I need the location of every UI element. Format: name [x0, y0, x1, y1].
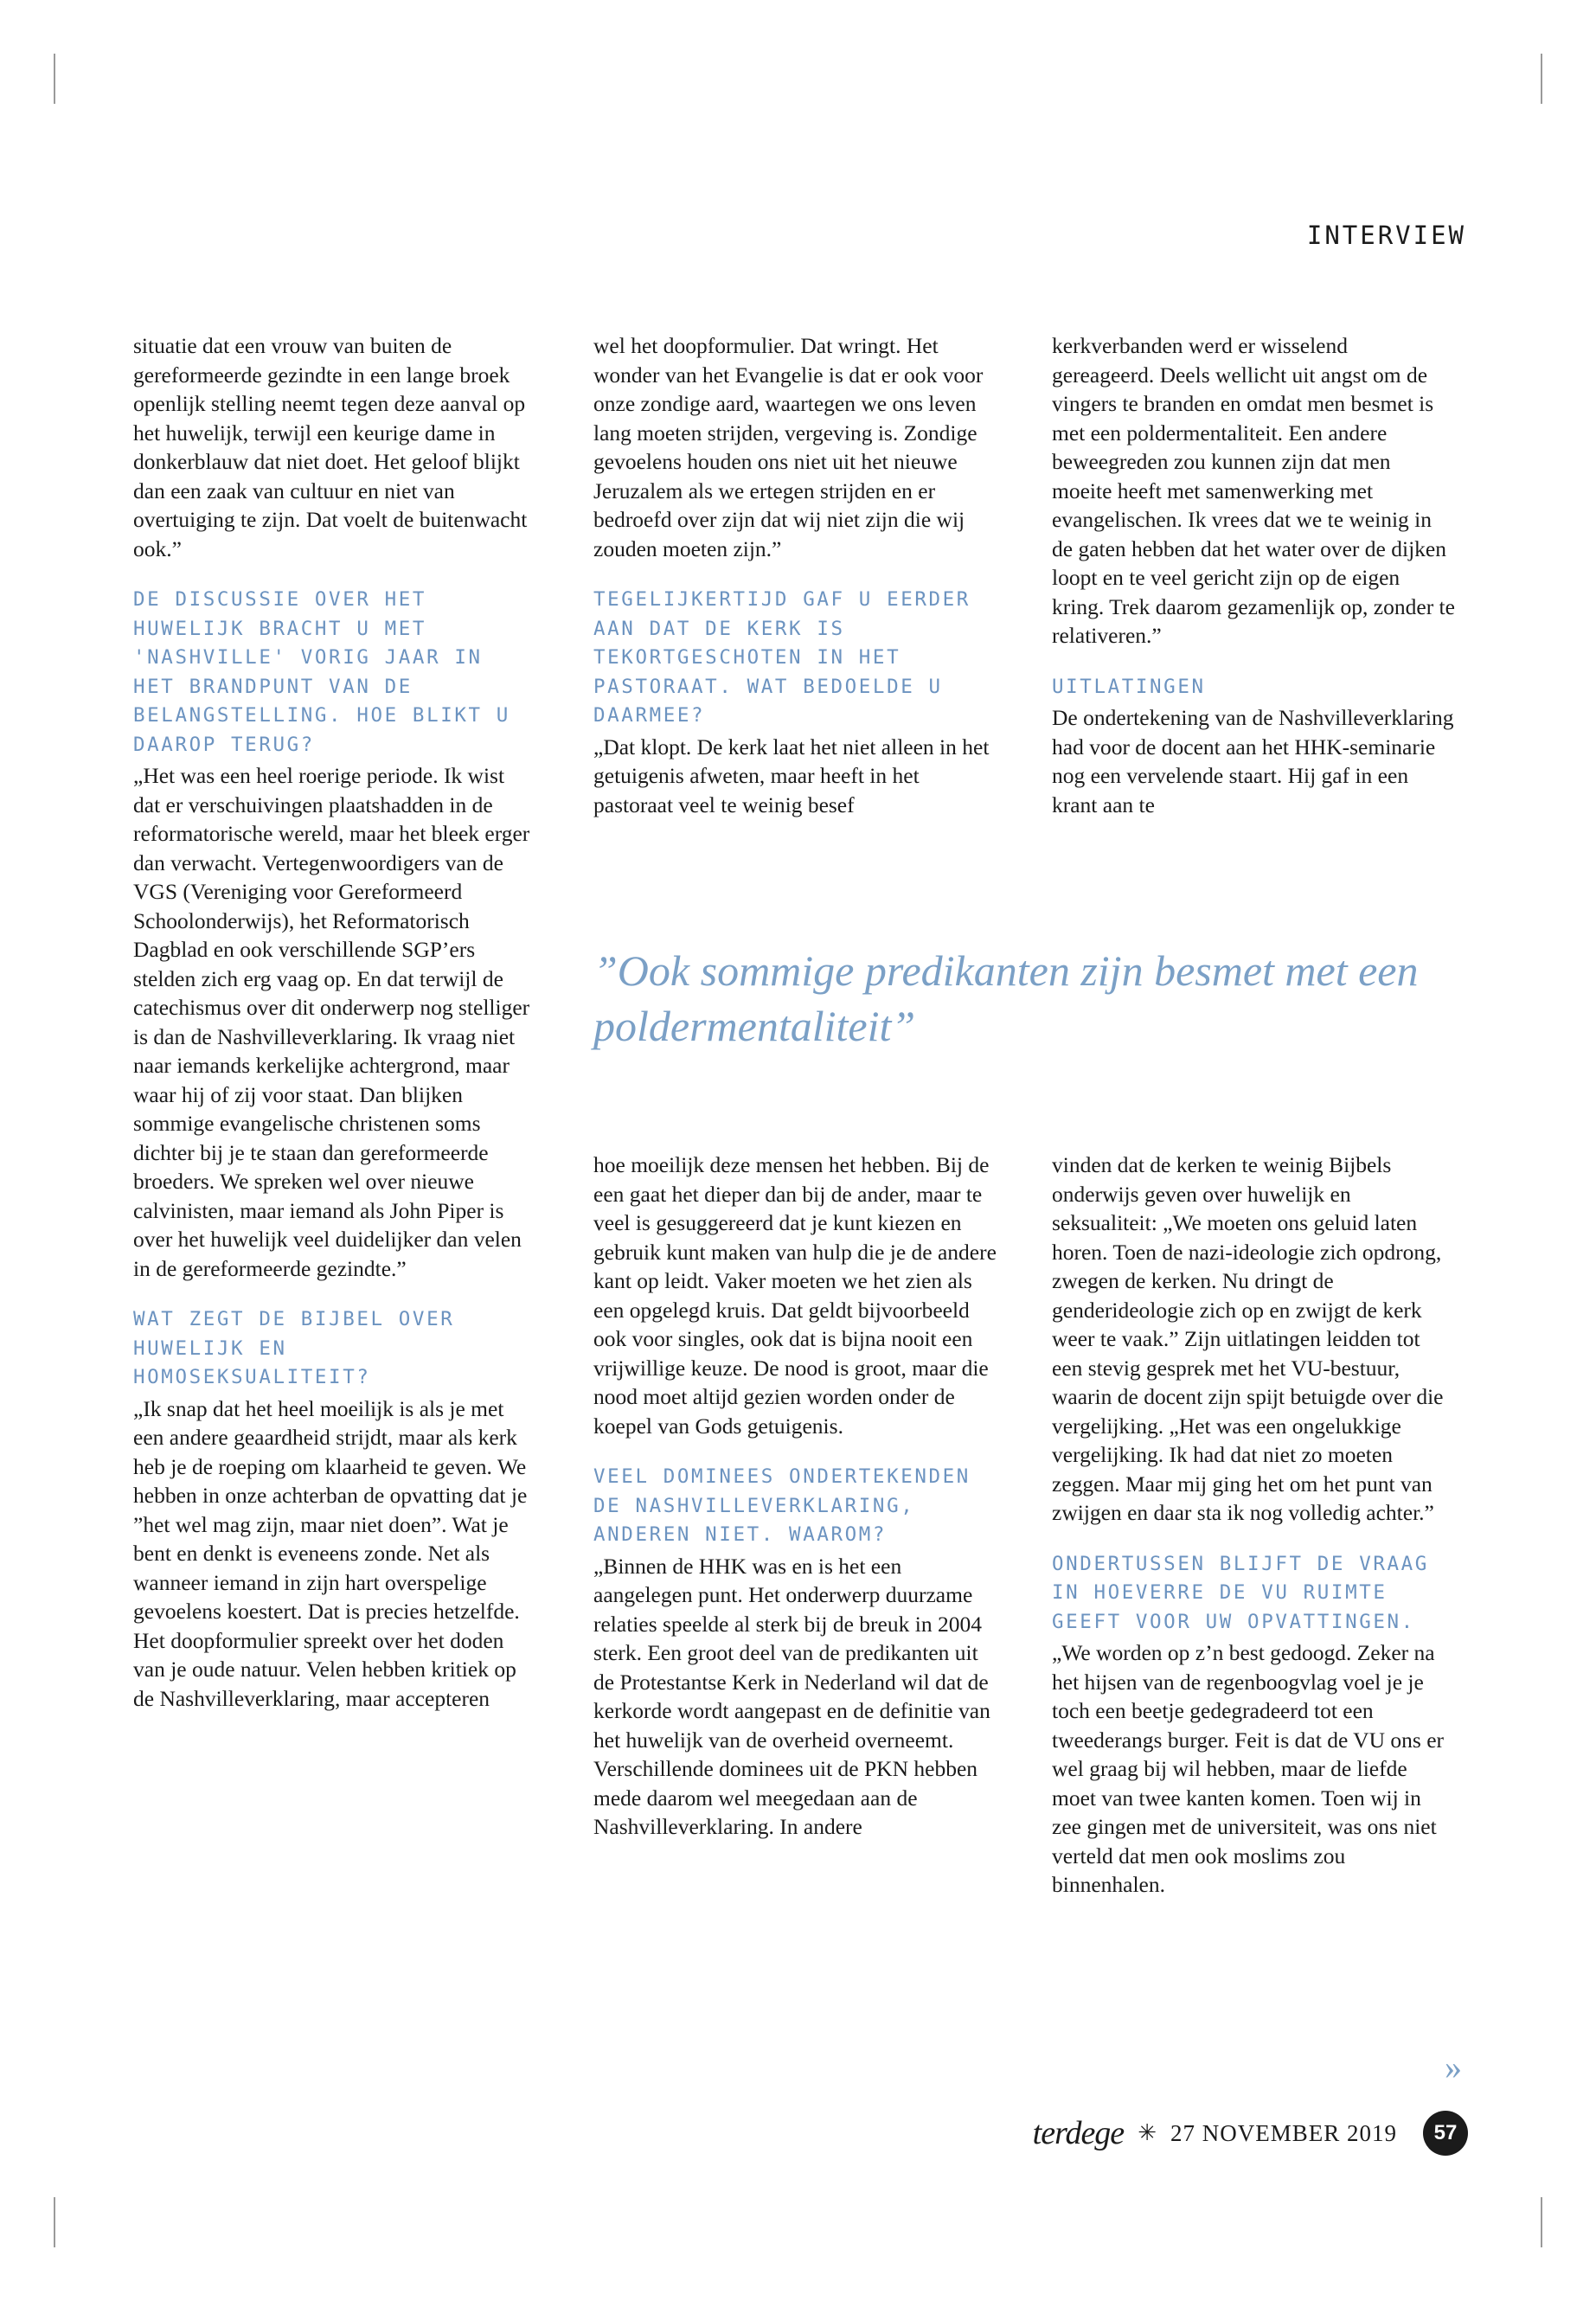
page-number: 57 [1423, 2111, 1468, 2156]
question-heading: TEGELIJKERTIJD GAF U EERDER AAN DAT DE KERK IS TEKORTGESCHOTEN IN HET PASTORAAT. WAT BEDOELDE U DAARMEE? [593, 588, 971, 727]
crop-mark-bottom-left [54, 2197, 55, 2247]
paragraph: De ondertekening van de Nashvilleverklaring had voor de docent aan het HHK-seminarie nog een vervelende staart. Hij gaf in een krant aan te [1052, 705, 1454, 817]
paragraph: „Dat klopt. De kerk laat het niet alleen in het getuigenis afweten, maar heeft in het pastoraat veel te weinig besef [593, 734, 990, 817]
question-heading: ONDERTUSSEN BLIJFT DE VRAAG IN HOEVERRE DE VU RUIMTE GEEFT VOOR UW OPVATTINGEN. [1052, 1552, 1429, 1633]
paragraph: „Ik snap dat het heel moeilijk is als je met een andere geaardheid strijdt, maar als kerk heb je de roeping om klaarheid te geven. We hebben in onze achterban de opvatting dat je ”het wel mag zijn, maar niet doen”. Wat je bent en denkt is eveneens zonde. Net als wanneer iemand in zijn hart overspelige gevoelens koestert. Dat is precies hetzelfde. Het doopformulier spreekt over het doden van je oude natuur. Velen hebben kritiek op de Nashvilleverklaring, maar accepteren [133, 1395, 528, 1711]
text-column-3-top [1052, 331, 1455, 819]
pull-quote: ”Ook sommige predikanten zijn besmet met een poldermentaliteit” [593, 946, 1419, 1050]
question-heading: VEEL DOMINEES ONDERTEKENDEN DE NASHVILLEVERKLARING, ANDEREN NIET. WAAROM? [593, 1465, 971, 1546]
issue-date: 27 NOVEMBER 2019 [1170, 2119, 1397, 2146]
question-heading: WAT ZEGT DE BIJBEL OVER HUWELIJK EN HOMOSEKSUALITEIT? [133, 1308, 455, 1388]
crop-mark-top-right [1541, 54, 1542, 104]
page-footer [1033, 2111, 1468, 2156]
text-column-2-bottom [593, 1150, 997, 1842]
crop-mark-top-left [54, 54, 55, 104]
paragraph: vinden dat de kerken te weinig Bijbels onderwijs geven over huwelijk en seksualiteit: „We moeten ons geluid laten horen. Toen de nazi-ideologie zich opdrong, zwegen de kerken. Nu dringt de genderideologie zich op en zwijgt de kerk weer te vaak.” Zijn uitlatingen leidden tot een stevig gesprek met het VU-bestuur, waarin de docent zijn spijt betuigde over die vergelijking. „Het was een ongelukkige vergelijking. Ik had dat niet zo moeten zeggen. Maar mij ging het om het punt van zwijgen en daar sta ik nog volledig achter.” [1052, 1152, 1444, 1525]
paragraph: situatie dat een vrouw van buiten de gereformeerde gezindte in een lange broek openlijk stelling neemt tegen deze aanval op het huwelijk, terwijl een keurige dame in donkerblauw dat niet doet. Het geloof blijkt dan een zaak van cultuur en niet van overtuiging te zijn. Dat voelt de buitenwacht ook.” [133, 333, 528, 561]
magazine-logo: terdege [1032, 2115, 1125, 2151]
star-icon: ✳ [1138, 2120, 1157, 2145]
paragraph: wel het doopformulier. Dat wringt. Het wonder van het Evangelie is dat er ook voor onze zondige aard, waartegen we ons leven lang moeten strijden, vergeving is. Zondige gevoelens houden ons niet uit het nieuwe Jeruzalem als we ertegen strijden en er bedroefd over zijn dat wij niet zijn die wij zouden moeten zijn.” [593, 333, 984, 561]
paragraph: „We worden op z’n best gedoogd. Zeker na het hijsen van de regenboogvlag voel je je toch een beetje gedegradeerd tot een tweederangs burger. Feit is dat de VU ons er wel graag bij wil hebben, maar de liefde moet van twee kanten komen. Toen wij in zee gingen met de universiteit, was ons niet verteld dat men ook moslims zou binnenhalen. [1052, 1640, 1444, 1897]
paragraph: kerkverbanden werd er wisselend gereageerd. Deels wellicht uit angst om de vingers te branden en omdat men besmet is met een poldermentaliteit. Een andere beweegreden zou kunnen zijn dat men moeite heeft met samenwerking met evangelischen. Ik vrees dat we te weinig in de gaten hebben dat het water over de dijken loopt en te veel gericht zijn op de eigen kring. Trek daarom gezamenlijk op, zonder te relativeren.” [1052, 333, 1455, 648]
paragraph: „Binnen de HHK was en is het een aangelegen punt. Het onderwerp duurzame relaties speelde al sterk bij de breuk in 2004 sterk. Een groot deel van de predikanten uit de Protestantse Kerk in Nederland wil dat de kerkorde wordt aangepast en de definitie van het huwelijk van de overheid overneemt. Verschillende dominees uit de PKN hebben mede daarom wel meegedaan aan de Nashvilleverklaring. In andere [593, 1553, 990, 1839]
text-column-1 [133, 331, 536, 1713]
sub-heading: UITLATINGEN [1052, 675, 1206, 698]
section-label: INTERVIEW [1306, 221, 1466, 250]
question-heading: DE DISCUSSIE OVER HET HUWELIJK BRACHT U MET 'NASHVILLE' VORIG JAAR IN HET BRANDPUNT VAN DE BELANGSTELLING. HOE BLIKT U DAAROP TERUG? [133, 588, 510, 756]
paragraph: hoe moeilijk deze mensen het hebben. Bij de een gaat het dieper dan bij de ander, maar te veel is gesuggereerd dat je kunt kiezen en gebruik kunt maken van hulp die je de andere kant op leidt. Vaker moeten we het zien als een opgelegd kruis. Dat geldt bijvoorbeeld ook voor singles, ook dat is bijna nooit een vrijwillige keuze. De nood is groot, maar die nood moet altijd gezien worden onder de koepel van Gods getuigenis. [593, 1152, 997, 1439]
continue-arrow-icon: » [1445, 2048, 1462, 2086]
paragraph: „Het was een heel roerige periode. Ik wist dat er verschuivingen plaatshadden in de reformatorische wereld, maar het bleek erger dan verwacht. Vertegenwoordigers van de VGS (Vereniging voor Gereformeerd Schoolonderwijs), het Reformatorisch Dagblad en ook verschillende SGP’ers stelden zich erg vaag op. En dat terwijl de catechismus over dit onderwerp nog stelliger is dan de Nashvilleverklaring. Ik vraag niet naar iemands kerkelijke achtergrond, maar waar hij of zij voor staat. Dan blijken sommige evangelische christenen soms dichter bij je te staan dan gereformeerde broeders. We spreken wel over nieuwe calvinisten, maar iemand als John Piper is over het huwelijk veel duidelijker dan velen in de gereformeerde gezindte.” [133, 763, 530, 1281]
text-column-2-top [593, 331, 997, 819]
text-column-3-bottom [1052, 1150, 1455, 1900]
crop-mark-bottom-right [1541, 2197, 1542, 2247]
